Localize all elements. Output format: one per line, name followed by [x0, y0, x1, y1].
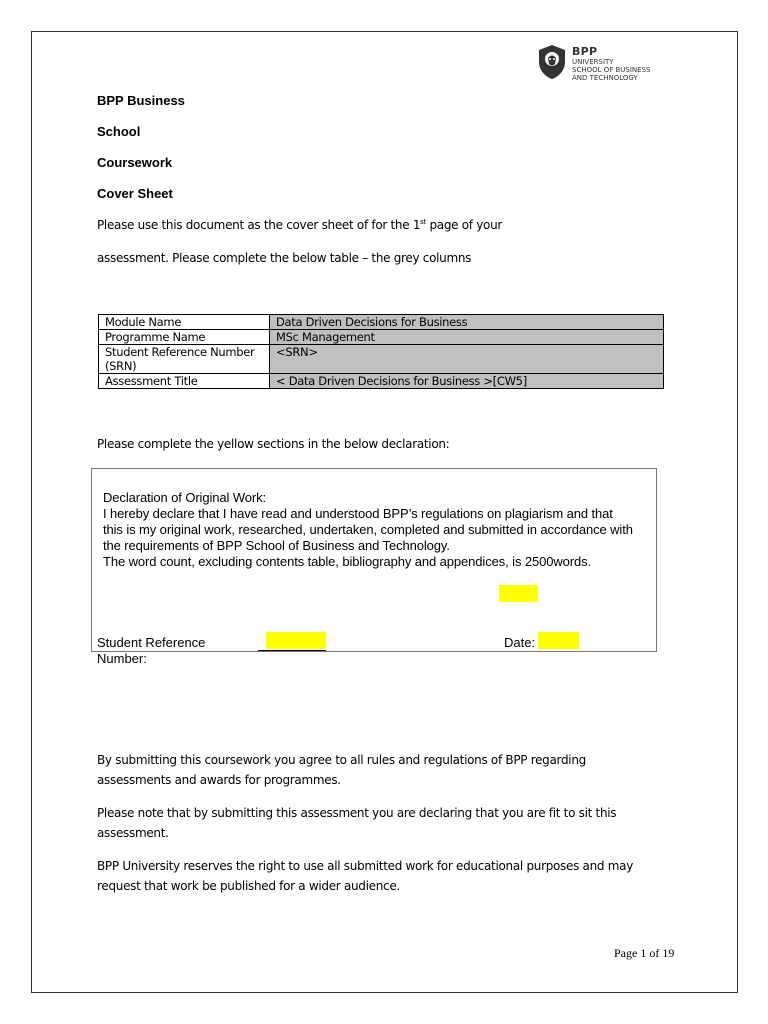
details-table: [98, 314, 664, 389]
student-reference-underline: [258, 650, 326, 651]
assessment-title-label: Assessment Title: [99, 374, 270, 389]
page-number: Page 1 of 19: [614, 946, 675, 960]
module-name-label: Module Name: [99, 315, 270, 330]
intro-line-1: Please use this document as the cover sheet of for the 1st page of your: [97, 218, 503, 232]
table-row: [99, 330, 664, 345]
declaration-line-2: this is my original work, researched, undertaken, completed and submitted in accordance with: [103, 522, 633, 537]
heading-school: School: [97, 124, 141, 139]
assessment-title-value[interactable]: < Data Driven Decisions for Business >[CW5]: [270, 374, 664, 389]
logo-line-2: SCHOOL OF BUSINESS: [572, 66, 651, 74]
srn-label: Student Reference Number (SRN): [99, 345, 270, 374]
srn-value[interactable]: <SRN>: [270, 345, 664, 374]
table-row: [99, 345, 664, 374]
programme-name-value[interactable]: MSc Management: [270, 330, 664, 345]
declaration-title: Declaration of Original Work:: [103, 490, 267, 505]
logo-line-1: UNIVERSITY: [572, 58, 614, 66]
student-reference-label: Student Reference Number:: [97, 635, 206, 666]
declaration-line-4: The word count, excluding contents table, bibliography and appendices, is 2500words.: [103, 554, 592, 569]
module-name-value[interactable]: Data Driven Decisions for Business: [270, 315, 664, 330]
footer-paragraph-1: By submitting this coursework you agree to all rules and regulations of BPP regarding assessments and awards for programmes.: [97, 753, 586, 787]
logo-line-3: AND TECHNOLOGY: [572, 74, 638, 82]
shield-icon: [537, 44, 567, 80]
date-field[interactable]: [538, 632, 579, 649]
logo-brand: BPP: [572, 45, 598, 58]
heading-bpp-business: BPP Business: [97, 93, 185, 108]
table-row: [99, 315, 664, 330]
declaration-line-3: the requirements of BPP School of Business and Technology.: [103, 538, 450, 553]
footer-paragraph-3: BPP University reserves the right to use all submitted work for educational purposes and may request that work be published for a wider audience.: [97, 859, 633, 893]
heading-cover-sheet: Cover Sheet: [97, 186, 173, 201]
programme-name-label: Programme Name: [99, 330, 270, 345]
declaration-line-1: I hereby declare that I have read and understood BPP’s regulations on plagiarism and that: [103, 506, 613, 521]
intro-line-2: assessment. Please complete the below table – the grey columns: [97, 251, 472, 265]
heading-coursework: Coursework: [97, 155, 173, 170]
bpp-logo: [537, 44, 677, 88]
signature-highlight-field[interactable]: [499, 585, 538, 602]
table-row: [99, 374, 664, 389]
declaration-intro: Please complete the yellow sections in the below declaration:: [97, 437, 450, 451]
date-label: Date:: [504, 635, 536, 650]
footer-paragraph-2: Please note that by submitting this assessment you are declaring that you are fit to sit this assessment.: [97, 806, 617, 840]
student-reference-field[interactable]: [266, 632, 326, 649]
declaration-text: [103, 490, 655, 570]
